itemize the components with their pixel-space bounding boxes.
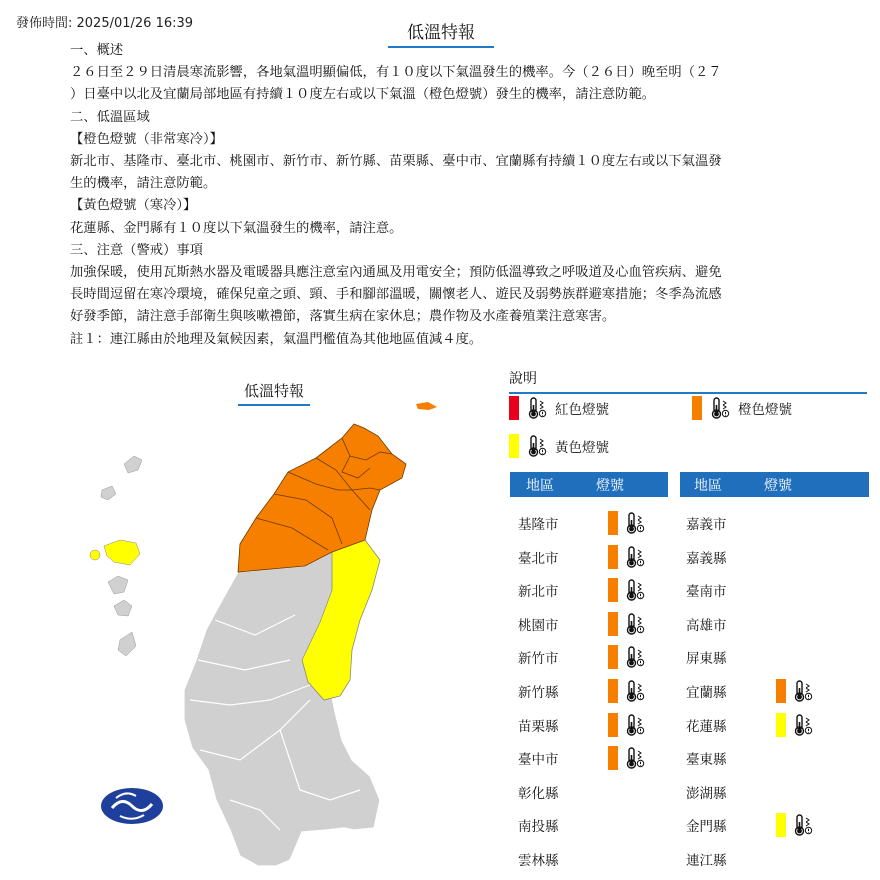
table-row — [518, 544, 653, 570]
signal-indicator — [608, 679, 653, 703]
table-row — [686, 611, 776, 637]
region-name: 南投縣 — [518, 819, 559, 836]
text-line: 好發季節，請注意手部衛生與咳嗽禮節，落實生病在家休息；農作物及水產養殖業注意寒害。 — [70, 309, 616, 325]
signal-indicator — [608, 511, 653, 535]
col-signal: 燈號 — [596, 477, 624, 494]
text-line: ）日臺中以北及宜蘭局部地區有持續１０度左右或以下氣溫（橙色燈號）發生的機率，請注意防範。 — [70, 87, 656, 103]
text-line: 三、注意（警戒）事項 — [70, 242, 203, 258]
region-name: 連江縣 — [686, 853, 727, 869]
table-row — [686, 678, 821, 704]
table-row — [686, 544, 776, 570]
orange-swatch — [608, 746, 618, 770]
text-line: 註１：連江縣由於地理及氣候因素，氣溫門檻值為其他地區值減４度。 — [70, 331, 483, 347]
table-header-right — [680, 472, 869, 497]
region-name: 臺北市 — [518, 550, 559, 567]
legend-label: 紅色燈號 — [555, 402, 609, 418]
table-row — [518, 812, 608, 838]
region-name: 彰化縣 — [518, 785, 559, 802]
thermometer-icon — [791, 813, 815, 837]
region-name: 新竹縣 — [518, 685, 559, 701]
text-line: 長時間逗留在寒冷環境，確保兒童之頭、頸、手和腳部溫暖，關懷老人、遊民及弱勢族群避寒措施；冬季為流感 — [70, 287, 722, 303]
table-row — [686, 779, 776, 805]
region-name: 宜蘭縣 — [686, 685, 727, 701]
yellow-swatch — [509, 434, 519, 458]
orange-swatch — [608, 612, 618, 636]
map-region-penghu — [118, 632, 136, 656]
map-region-penghu — [124, 456, 142, 473]
thermometer-icon — [791, 713, 815, 737]
legend-orange — [692, 396, 792, 420]
bulletin-text — [70, 40, 810, 351]
map-region-penghu — [114, 600, 132, 616]
text-line: 花蓮縣、金門縣有１０度以下氣溫發生的機率，請注意。 — [70, 220, 403, 236]
signal-indicator — [608, 612, 653, 636]
yellow-swatch — [776, 813, 786, 837]
logo-emblem — [101, 788, 163, 824]
region-name: 臺南市 — [686, 584, 727, 601]
map-region-penghu — [108, 576, 128, 594]
region-name: 嘉義縣 — [686, 550, 727, 567]
text-line: 【橙色燈號（非常寒冷）】 — [70, 131, 223, 147]
thermometer-icon — [525, 396, 549, 420]
thermometer-icon — [623, 545, 647, 569]
page-title: 低溫特報 — [388, 18, 494, 48]
text-line: 加強保暖，使用瓦斯熱水器及電暖器具應注意室內通風及用電安全；預防低溫導致之呼吸道及心血管疾病、避免 — [70, 265, 722, 281]
table-row — [686, 644, 776, 670]
legend — [509, 368, 871, 394]
region-name: 新竹市 — [518, 651, 559, 668]
map-region-kinmen-islet — [90, 550, 100, 560]
table-row — [686, 510, 776, 536]
region-name: 澎湖縣 — [686, 785, 727, 802]
issue-time: 發佈時間: 2025/01/26 16:39 — [16, 16, 194, 31]
col-region: 地區 — [526, 477, 554, 494]
table-row — [686, 577, 776, 603]
legend-yellow — [509, 434, 609, 458]
red-swatch — [509, 396, 519, 420]
col-signal: 燈號 — [764, 477, 792, 494]
region-name: 臺中市 — [518, 752, 559, 769]
thermometer-icon — [623, 612, 647, 636]
taiwan-map — [80, 360, 450, 880]
table-row — [686, 812, 821, 838]
table-row — [518, 510, 653, 536]
legend-red — [509, 396, 609, 420]
text-line: 二、低溫區域 — [70, 109, 150, 125]
orange-swatch — [608, 679, 618, 703]
table-header-left — [510, 472, 668, 497]
orange-swatch — [608, 511, 618, 535]
legend-label: 黃色燈號 — [555, 440, 609, 456]
legend-title: 說明 — [509, 368, 867, 394]
text-line: 【黃色燈號（寒冷）】 — [70, 198, 197, 214]
table-row — [686, 712, 821, 738]
text-line: 新北市、基隆市、臺北市、桃園市、新竹市、新竹縣、苗栗縣、臺中市、宜蘭縣有持續１０度左右或以下氣溫發 — [70, 154, 722, 170]
signal-indicator — [776, 813, 821, 837]
map-region-kinmen — [104, 540, 140, 565]
signal-indicator — [608, 578, 653, 602]
table-row — [518, 779, 608, 805]
signal-indicator — [608, 645, 653, 669]
text-line: 一、概述 — [70, 43, 124, 58]
map-svg — [80, 360, 450, 880]
thermometer-icon — [623, 746, 647, 770]
thermometer-icon — [623, 713, 647, 737]
orange-swatch — [776, 679, 786, 703]
map-title: 低溫特報 — [238, 380, 310, 406]
table-row — [686, 745, 776, 771]
region-name: 金門縣 — [686, 819, 727, 836]
table-row — [518, 745, 653, 771]
thermometer-icon — [791, 679, 815, 703]
signal-indicator — [608, 713, 653, 737]
region-name: 嘉義市 — [686, 517, 727, 533]
region-name: 基隆市 — [518, 517, 559, 533]
map-region-lienchiang — [416, 402, 437, 410]
region-name: 雲林縣 — [518, 853, 559, 869]
thermometer-icon — [708, 396, 732, 420]
orange-swatch — [692, 396, 702, 420]
legend-label: 橙色燈號 — [738, 402, 792, 418]
orange-swatch — [608, 713, 618, 737]
table-row — [518, 577, 653, 603]
thermometer-icon — [623, 645, 647, 669]
table-row — [518, 846, 608, 872]
region-name: 屏東縣 — [686, 651, 727, 668]
thermometer-icon — [623, 511, 647, 535]
col-region: 地區 — [694, 477, 722, 494]
signal-indicator — [776, 713, 821, 737]
table-row — [518, 611, 653, 637]
signal-indicator — [608, 545, 653, 569]
orange-swatch — [608, 645, 618, 669]
table-row — [518, 644, 653, 670]
thermometer-icon — [525, 434, 549, 458]
thermometer-icon — [623, 578, 647, 602]
orange-swatch — [608, 545, 618, 569]
orange-swatch — [608, 578, 618, 602]
map-region-penghu — [101, 486, 116, 500]
text-line: ２６日至２９日清晨寒流影響，各地氣溫明顯偏低，有１０度以下氣溫發生的機率。今（２６日）晚至明（２７ — [70, 65, 722, 81]
table-row — [518, 678, 653, 704]
region-name: 高雄市 — [686, 617, 727, 634]
thermometer-icon — [623, 679, 647, 703]
table-row — [686, 846, 776, 872]
region-name: 臺東縣 — [686, 752, 727, 769]
yellow-swatch — [776, 713, 786, 737]
table-row — [518, 712, 653, 738]
text-line: 生的機率，請注意防範。 — [70, 176, 217, 192]
signal-indicator — [608, 746, 653, 770]
region-name: 苗栗縣 — [518, 718, 559, 735]
region-name: 桃園市 — [518, 617, 559, 634]
region-name: 花蓮縣 — [686, 718, 727, 735]
region-name: 新北市 — [518, 584, 559, 601]
map-region-north — [238, 424, 406, 572]
signal-indicator — [776, 679, 821, 703]
